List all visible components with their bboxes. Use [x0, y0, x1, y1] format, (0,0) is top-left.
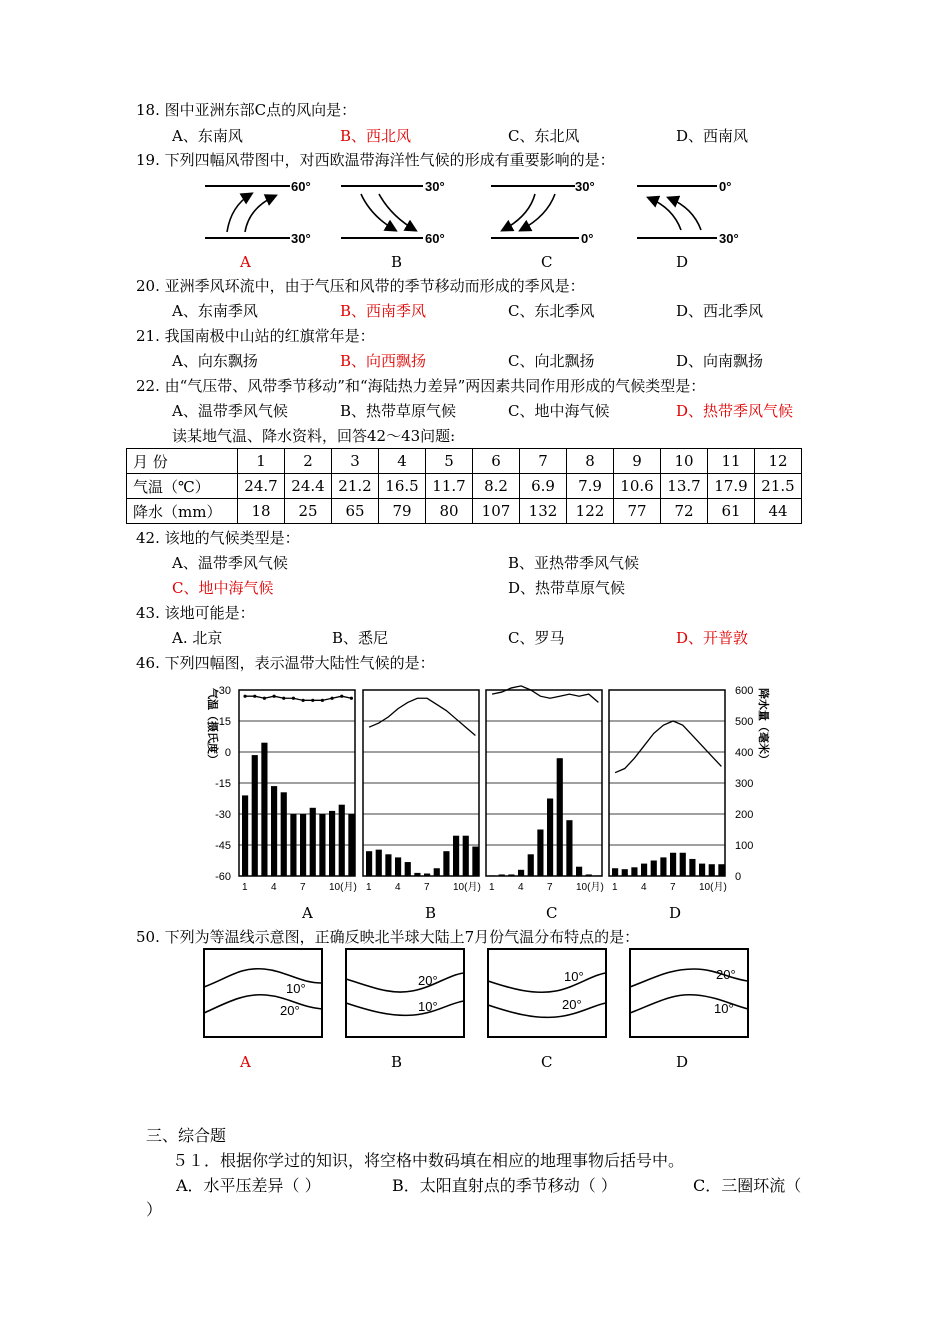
month-cell: 5 — [426, 449, 473, 474]
q22-option-c: C、地中海气候 — [508, 402, 610, 420]
q19-letter-b: B — [391, 253, 403, 271]
precip-bar — [443, 851, 449, 876]
precip-bar — [271, 786, 277, 876]
q21-option-b: B、向西飘扬 — [340, 352, 427, 370]
precip-bar — [489, 875, 495, 876]
isotherm-map-c — [488, 949, 606, 1037]
precip-bar — [463, 836, 469, 876]
section-3-title: 三、综合题 — [146, 1126, 227, 1145]
q42-option-b: B、亚热带季风气候 — [508, 554, 640, 572]
x-tick-label: 4 — [395, 882, 401, 893]
q18-option-c: C、东北风 — [508, 127, 580, 145]
q22-option-a: A、温带季风气候 — [172, 402, 288, 420]
x-tick-label: 10(月) — [329, 882, 357, 893]
month-cell: 2 — [285, 449, 332, 474]
temperature-point — [311, 699, 314, 702]
rain-cell: 132 — [520, 499, 567, 524]
map-d-lower-label: 10° — [714, 1001, 734, 1016]
precip-bar — [718, 864, 724, 876]
temperature-point — [263, 697, 266, 700]
temperature-point — [243, 695, 246, 698]
q43-option-c: C、罗马 — [508, 629, 565, 647]
precip-bar — [414, 873, 420, 876]
q18-option-d: D、西南风 — [676, 127, 749, 145]
x-tick-label: 10(月) — [699, 882, 727, 893]
temp-cell: 8.2 — [473, 474, 520, 499]
wind-b-bottom-label: 60° — [425, 231, 445, 246]
climate-charts — [195, 678, 775, 900]
rain-cell: 44 — [755, 499, 802, 524]
rain-cell: 79 — [379, 499, 426, 524]
x-tick-label: 1 — [612, 882, 618, 893]
precip-bar — [508, 874, 514, 876]
precip-bar — [434, 868, 440, 876]
q19-stem: 19. 下列四幅风带图中，对西欧温带海洋性气候的形成有重要影响的是： — [136, 151, 615, 169]
q19-letter-c: C — [541, 253, 553, 271]
q20-option-b: B、西南季风 — [340, 302, 427, 320]
wind-belt-d — [637, 179, 739, 246]
month-header: 月 份 — [127, 449, 238, 474]
precip-bar — [385, 854, 391, 876]
table-intro: 读某地气温、降水资料，回答42～43问题: — [172, 427, 456, 445]
map-c-lower-label: 20° — [562, 997, 582, 1012]
right-tick-label: 300 — [735, 778, 754, 790]
q20-option-a: A、东南季风 — [172, 302, 258, 320]
month-cell: 6 — [473, 449, 520, 474]
temp-cell: 11.7 — [426, 474, 473, 499]
q51-item-a: A．水平压差异（ ） — [176, 1176, 321, 1195]
precip-bar — [281, 792, 287, 876]
q43-option-d: D、开普敦 — [676, 629, 749, 647]
q51-stem: ５１．根据你学过的知识，将空格中数码填在相应的地理事物后括号中。 — [172, 1151, 685, 1170]
right-tick-label: 200 — [735, 809, 754, 821]
precip-bar — [622, 869, 628, 876]
wind-belt-diagrams — [195, 172, 775, 248]
left-tick-label: -30 — [215, 809, 231, 821]
q46-stem: 46. 下列四幅图，表示温带大陆性气候的是： — [136, 654, 435, 672]
precip-bar — [537, 830, 543, 877]
q42-option-c: C、地中海气候 — [172, 579, 274, 597]
precip-bar — [499, 874, 505, 876]
x-tick-label: 4 — [518, 882, 524, 893]
temperature-point — [282, 697, 285, 700]
q20-option-c: C、东北季风 — [508, 302, 595, 320]
map-a-upper-label: 10° — [286, 981, 306, 996]
temp-cell: 7.9 — [567, 474, 614, 499]
map-b-upper-label: 20° — [418, 973, 438, 988]
precip-bar — [641, 864, 647, 876]
precip-bar — [261, 743, 267, 876]
q46-letter-c: C — [546, 904, 558, 922]
right-tick-label: 100 — [735, 840, 754, 852]
precip-bar — [680, 853, 686, 876]
precip-bar — [319, 814, 325, 876]
precip-bar — [557, 758, 563, 876]
x-tick-label: 1 — [242, 882, 248, 893]
temperature-point — [292, 697, 295, 700]
wind-a-top-label: 60° — [291, 179, 311, 194]
precip-bar — [566, 820, 572, 876]
left-tick-label: -45 — [215, 840, 231, 852]
q51-item-c: C．三圈环流（ — [693, 1176, 802, 1195]
rain-cell: 25 — [285, 499, 332, 524]
precip-bar — [660, 857, 666, 876]
temperature-line — [492, 686, 598, 703]
q46-letter-a: A — [302, 904, 313, 922]
q21-option-a: A、向东飘扬 — [172, 352, 258, 370]
right-tick-label: 400 — [735, 747, 754, 759]
precip-bar — [689, 859, 695, 876]
precip-bar — [339, 805, 345, 876]
isotherm-maps — [200, 947, 750, 1039]
rain-header: 降水（mm） — [127, 499, 238, 524]
q21-stem: 21. 我国南极中山站的红旗常年是： — [136, 327, 375, 345]
precip-bar — [576, 867, 582, 876]
isotherm-map-b — [346, 949, 464, 1037]
q18-option-b: B、西北风 — [340, 127, 412, 145]
q46-letter-b: B — [425, 904, 437, 922]
temp-cell: 13.7 — [661, 474, 708, 499]
q18-option-a: A、东南风 — [172, 127, 243, 145]
temp-cell: 24.4 — [285, 474, 332, 499]
map-b-lower-label: 10° — [418, 999, 438, 1014]
x-tick-label: 4 — [641, 882, 647, 893]
temp-cell: 10.6 — [614, 474, 661, 499]
q19-letter-d: D — [676, 253, 689, 271]
month-cell: 4 — [379, 449, 426, 474]
right-tick-label: 0 — [735, 871, 742, 883]
temperature-line — [245, 696, 351, 700]
temp-cell: 16.5 — [379, 474, 426, 499]
left-tick-label: 30 — [218, 685, 231, 697]
right-tick-label: 500 — [735, 716, 754, 728]
q43-option-b: B、悉尼 — [332, 629, 389, 647]
precip-bar — [376, 850, 382, 876]
temperature-line — [369, 698, 475, 735]
x-tick-label: 1 — [366, 882, 372, 893]
q20-stem: 20. 亚洲季风环流中，由于气压和风带的季节移动而形成的季风是： — [136, 277, 585, 295]
wind-c-bottom-label: 0° — [581, 231, 594, 246]
month-cell: 9 — [614, 449, 661, 474]
left-tick-label: 0 — [224, 747, 231, 759]
q50-letter-a: A — [240, 1053, 251, 1071]
x-tick-label: 1 — [489, 882, 495, 893]
precip-bar — [586, 874, 592, 876]
precip-bar — [300, 814, 306, 876]
month-cell: 7 — [520, 449, 567, 474]
table-row-month — [127, 449, 802, 474]
precip-bar — [528, 854, 534, 876]
wind-belt-b — [341, 179, 445, 246]
table-row-temperature — [127, 474, 802, 499]
month-cell: 3 — [332, 449, 379, 474]
q46-letter-d: D — [669, 904, 682, 922]
isotherm-map-d — [630, 949, 748, 1037]
right-axis-label: 降水量（毫米） — [757, 688, 769, 765]
q51-item-c-close: ） — [146, 1200, 163, 1219]
temp-cell: 24.7 — [238, 474, 285, 499]
wind-d-top-label: 0° — [719, 179, 732, 194]
rain-cell: 72 — [661, 499, 708, 524]
temp-cell: 21.5 — [755, 474, 802, 499]
x-tick-label: 4 — [271, 882, 277, 893]
temperature-point — [272, 695, 275, 698]
precip-bar — [518, 870, 524, 876]
climate-table — [126, 448, 802, 524]
q50-stem: 50. 下列为等温线示意图，正确反映北半球大陆上7月份气温分布特点的是： — [136, 928, 640, 946]
temperature-point — [301, 699, 304, 702]
rain-cell: 107 — [473, 499, 520, 524]
q43-stem: 43. 该地可能是： — [136, 604, 255, 622]
q19-letter-a: A — [240, 253, 251, 271]
precip-bar — [405, 862, 411, 876]
x-tick-label: 10(月) — [453, 882, 481, 893]
precip-bar — [631, 867, 637, 876]
right-tick-label: 600 — [735, 685, 754, 697]
q20-option-d: D、西北季风 — [676, 302, 764, 320]
rain-cell: 65 — [332, 499, 379, 524]
precip-bar — [290, 814, 296, 876]
precip-bar — [395, 857, 401, 876]
left-axis-label: 气温（摄氏度） — [206, 688, 218, 765]
temperature-line — [615, 721, 721, 773]
wind-c-top-label: 30° — [575, 179, 595, 194]
wind-d-bottom-label: 30° — [719, 231, 739, 246]
precip-bar — [366, 851, 372, 876]
wind-belt-c — [491, 179, 595, 246]
temp-cell: 6.9 — [520, 474, 567, 499]
q42-stem: 42. 该地的气候类型是： — [136, 529, 300, 547]
rain-cell: 61 — [708, 499, 755, 524]
x-tick-label: 10(月) — [576, 882, 604, 893]
q42-option-d: D、热带草原气候 — [508, 579, 626, 597]
map-a-lower-label: 20° — [280, 1003, 300, 1018]
month-cell: 11 — [708, 449, 755, 474]
precip-bar — [595, 875, 601, 876]
q22-option-b: B、热带草原气候 — [340, 402, 457, 420]
temperature-point — [253, 695, 256, 698]
wind-a-bottom-label: 30° — [291, 231, 311, 246]
precip-bar — [329, 811, 335, 876]
q50-letter-d: D — [676, 1053, 689, 1071]
q18-stem: 18. 图中亚洲东部C点的风向是： — [136, 101, 357, 119]
precip-bar — [310, 808, 316, 876]
table-row-rainfall — [127, 499, 802, 524]
q50-letter-c: C — [541, 1053, 553, 1071]
left-tick-label: -15 — [215, 778, 231, 790]
precip-bar — [699, 864, 705, 876]
wind-b-top-label: 30° — [425, 179, 445, 194]
precip-bar — [547, 799, 553, 877]
precip-bar — [453, 836, 459, 876]
temp-cell: 21.2 — [332, 474, 379, 499]
temperature-point — [321, 699, 324, 702]
map-c-upper-label: 10° — [564, 969, 584, 984]
rain-cell: 80 — [426, 499, 473, 524]
x-tick-label: 7 — [300, 882, 306, 893]
x-tick-label: 7 — [547, 882, 553, 893]
q50-letter-b: B — [391, 1053, 403, 1071]
precip-bar — [242, 795, 248, 876]
q21-option-c: C、向北飘扬 — [508, 352, 595, 370]
precip-bar — [348, 814, 354, 876]
temp-header: 气温（℃） — [127, 474, 238, 499]
month-cell: 12 — [755, 449, 802, 474]
precip-bar — [670, 853, 676, 876]
precip-bar — [612, 868, 618, 876]
month-cell: 8 — [567, 449, 614, 474]
temperature-point — [340, 695, 343, 698]
month-cell: 1 — [238, 449, 285, 474]
isotherm-map-a — [204, 949, 322, 1037]
precip-bar — [709, 864, 715, 876]
rain-cell: 18 — [238, 499, 285, 524]
left-tick-label: 15 — [218, 716, 231, 728]
temperature-point — [330, 697, 333, 700]
q43-option-a: A. 北京 — [172, 629, 223, 647]
wind-belt-a — [205, 179, 311, 246]
q22-stem: 22. 由“气压带、风带季节移动”和“海陆热力差异”两因素共同作用形成的气候类型是： — [136, 377, 706, 395]
rain-cell: 122 — [567, 499, 614, 524]
x-tick-label: 7 — [424, 882, 430, 893]
q22-option-d: D、热带季风气候 — [676, 402, 794, 420]
x-tick-label: 7 — [670, 882, 676, 893]
temp-cell: 17.9 — [708, 474, 755, 499]
month-cell: 10 — [661, 449, 708, 474]
map-d-upper-label: 20° — [716, 967, 736, 982]
precip-bar — [424, 874, 430, 876]
q51-item-b: B．太阳直射点的季节移动（ ） — [392, 1176, 617, 1195]
q21-option-d: D、向南飘扬 — [676, 352, 764, 370]
left-tick-label: -60 — [215, 871, 231, 883]
precip-bar — [472, 847, 478, 876]
precip-bar — [651, 861, 657, 877]
precip-bar — [252, 755, 258, 876]
q42-option-a: A、温带季风气候 — [172, 554, 288, 572]
temperature-point — [350, 697, 353, 700]
rain-cell: 77 — [614, 499, 661, 524]
